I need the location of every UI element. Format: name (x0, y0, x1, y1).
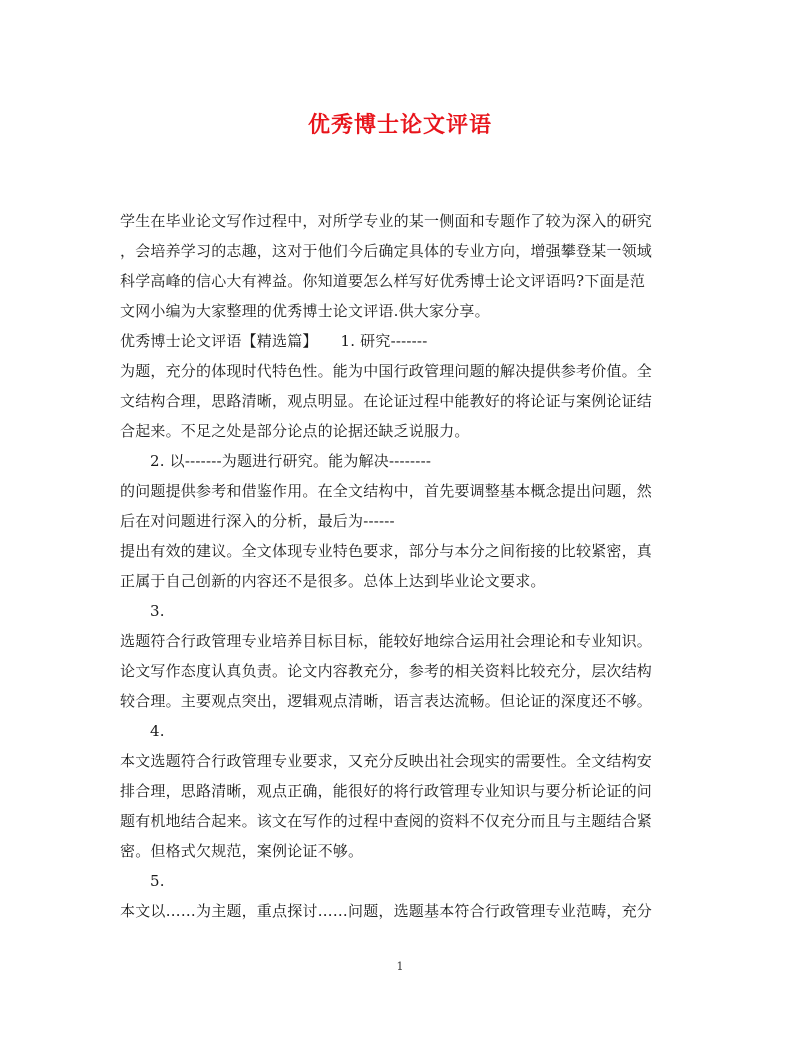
paragraph-line: 题有机地结合起来。该文在写作的过程中查阅的资料不仅充分而且与主题结合紧 (120, 812, 653, 830)
item-number-line: 5. (150, 872, 165, 890)
paragraph-line: 选题符合行政管理专业培养目标目标，能较好地综合运用社会理论和专业知识。 (120, 632, 653, 650)
paragraph-line: 合起来。不足之处是部分论点的论据还缺乏说服力。 (120, 422, 470, 440)
paragraph-line: 排合理，思路清晰，观点正确，能很好的将行政管理专业知识与要分析论证的问 (120, 782, 653, 800)
paragraph-line: 学生在毕业论文写作过程中，对所学专业的某一侧面和专题作了较为深入的研究 (120, 212, 653, 230)
paragraph-line: 论文写作态度认真负责。论文内容教充分，参考的相关资料比较充分，层次结构 (120, 662, 653, 680)
item-number-line: 4. (150, 722, 165, 740)
item-number-line: 2. 以-------为题进行研究。能为解决-------- (150, 452, 432, 470)
paragraph-line: 提出有效的建议。全文体现专业特色要求，部分与本分之间衔接的比较紧密，真 (120, 542, 653, 560)
paragraph-line: 为题，充分的体现时代特色性。能为中国行政管理问题的解决提供参考价值。全 (120, 362, 653, 380)
document-body (120, 206, 682, 926)
paragraph-line: 正属于自己创新的内容还不是很多。总体上达到毕业论文要求。 (120, 572, 546, 590)
item-number-line: 3. (150, 602, 165, 620)
paragraph-line: 后在对问题进行深入的分析，最后为------ (120, 512, 395, 530)
paragraph-line: 密。但格式欠规范，案例论证不够。 (120, 842, 364, 860)
paragraph-line: 文结构合理，思路清晰，观点明显。在论证过程中能教好的将论证与案例论证结 (120, 392, 653, 410)
paragraph-line: 文网小编为大家整理的优秀博士论文评语.供大家分享。 (120, 302, 490, 320)
paragraph-line: ，会培养学习的志趣，这对于他们今后确定具体的专业方向，增强攀登某一领域 (120, 242, 653, 260)
section-heading-line: 优秀博士论文评语【精选篇】 1. 研究------- (120, 332, 428, 350)
page-number: 1 (396, 960, 404, 973)
paragraph-line: 本文以……为主题，重点探讨……问题，选题基本符合行政管理专业范畴，充分 (120, 902, 653, 920)
document-title: 优秀博士论文评语 (307, 112, 492, 138)
paragraph-line: 的问题提供参考和借鉴作用。在全文结构中，首先要调整基本概念提出问题，然 (120, 482, 653, 500)
paragraph-line: 科学高峰的信心大有裨益。你知道要怎么样写好优秀博士论文评语吗?下面是范 (120, 272, 646, 290)
paragraph-line: 较合理。主要观点突出，逻辑观点清晰，语言表达流畅。但论证的深度还不够。 (120, 692, 653, 710)
paragraph-line: 本文选题符合行政管理专业要求，又充分反映出社会现实的需要性。全文结构安 (120, 752, 653, 770)
